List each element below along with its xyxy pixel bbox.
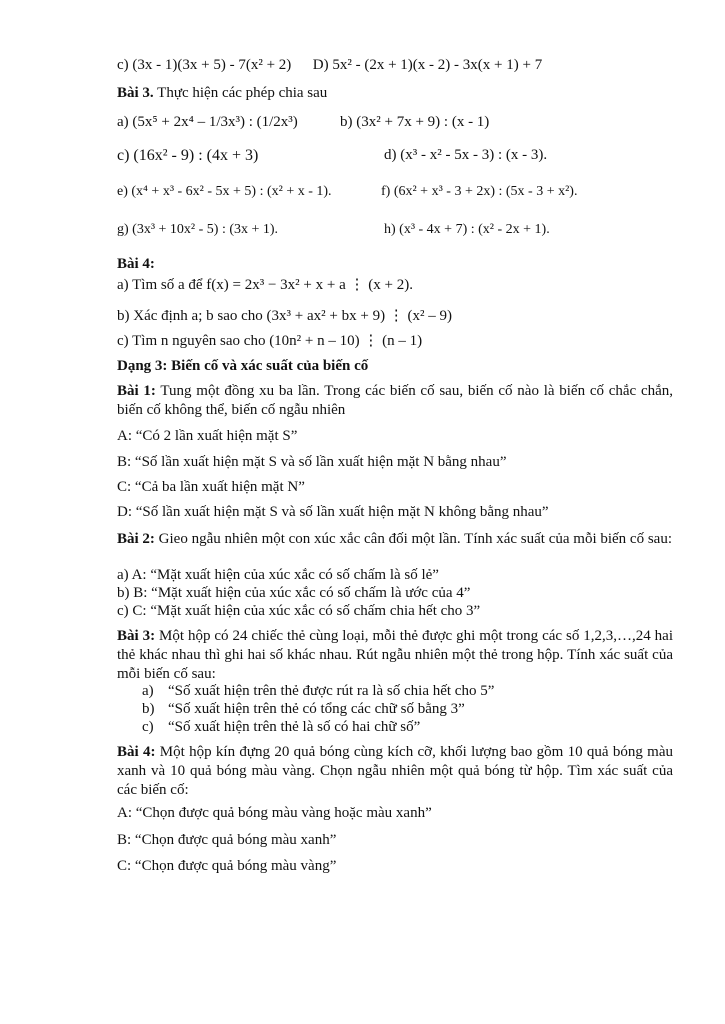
problem-1-text: Tung một đồng xu ba lần. Trong các biến cố sau, biến cố nào là biến cố chắc chắn, biến cố không thể, biến cố ngẫu nhiên xyxy=(117,383,674,418)
problem-4 xyxy=(117,743,673,799)
section-bai3 xyxy=(117,84,327,103)
problem-1-event-a: A: “Có 2 lần xuất hiện mặt S” xyxy=(117,428,298,444)
problem-2-title: Bài 2: xyxy=(117,531,155,547)
problem-3-item-a xyxy=(142,682,494,701)
problem-1-event-c: C: “Cả ba lần xuất hiện mặt N” xyxy=(117,479,305,495)
problem-2 xyxy=(117,530,673,549)
expr-d: D) 5x² - (2x + 1)(x - 2) - 3x(x + 1) + 7 xyxy=(312,57,543,73)
division-a: a) (5x⁵ + 2x⁴ – 1/3x³) : (1/2x³) xyxy=(117,114,298,130)
bai4-title: Bài 4: xyxy=(117,256,155,272)
division-g: g) (3x³ + 10x² - 5) : (3x + 1). xyxy=(117,222,279,237)
division-h: h) (x³ - 4x + 7) : (x² - 2x + 1). xyxy=(384,222,550,237)
problem-4-text: Một hộp kín đựng 20 quả bóng cùng kích cỡ, khối lượng bao gồm 10 quả bóng màu xanh và 10 quả bóng màu vàng. Chọn ngẫu nhiên một quả bóng từ hộp. Tìm xác suất của các biến cố: xyxy=(117,744,673,798)
bai4-b: b) Xác định a; b sao cho (3x³ + ax² + bx + 9) ⋮ (x² – 9) xyxy=(117,308,453,324)
problem-1-event-d: D: “Số lần xuất hiện mặt S và số lần xuất hiện mặt N không bằng nhau” xyxy=(117,504,549,520)
exercise-item-c xyxy=(117,56,542,75)
problem-4-event-a: A: “Chọn được quả bóng màu vàng hoặc màu xanh” xyxy=(117,805,432,821)
problem-3-item-c xyxy=(142,718,420,737)
division-c: c) (16x² - 9) : (4x + 3) xyxy=(117,147,259,164)
problem-2-text: Gieo ngẫu nhiên một con xúc xắc cân đối một lần. Tính xác suất của mỗi biến cố sau: xyxy=(154,531,673,547)
problem-4-title: Bài 4: xyxy=(117,744,156,760)
bai3-text: Thực hiện các phép chia sau xyxy=(153,85,328,101)
problem-3-item-a-text: “Số xuất hiện trên thẻ được rút ra là số chia hết cho 5” xyxy=(168,683,495,699)
division-f: f) (6x² + x³ - 3 + 2x) : (5x - 3 + x²). xyxy=(381,184,578,199)
expr-c: c) (3x - 1)(3x + 5) - 7(x² + 2) xyxy=(117,57,292,73)
problem-3-title: Bài 3: xyxy=(117,628,156,644)
division-e: e) (x⁴ + x³ - 6x² - 5x + 5) : (x² + x - 1). xyxy=(117,184,332,199)
section-title-dang3: Dạng 3: Biến cố và xác suất của biến cố xyxy=(117,358,369,374)
bai4-c: c) Tìm n nguyên sao cho (10n² + n – 10) ⋮ (n – 1) xyxy=(117,333,423,349)
problem-4-event-b: B: “Chọn được quả bóng màu xanh” xyxy=(117,832,337,848)
bai4-a: a) Tìm số a để f(x) = 2x³ − 3x² + x + a ⋮ (x + 2). xyxy=(117,277,413,293)
problem-3 xyxy=(117,627,673,683)
problem-3-item-b-label: b) xyxy=(142,701,155,717)
problem-1 xyxy=(117,382,673,420)
problem-3-item-b xyxy=(142,700,465,719)
problem-4-event-c: C: “Chọn được quả bóng màu vàng” xyxy=(117,858,337,874)
problem-2-item-c: c) C: “Mặt xuất hiện của xúc xắc có số chấm chia hết cho 3” xyxy=(117,603,481,619)
division-d: d) (x³ - x² - 5x - 3) : (x - 3). xyxy=(384,147,548,163)
problem-3-item-c-label: c) xyxy=(142,719,154,735)
problem-1-event-b: B: “Số lần xuất hiện mặt S và số lần xuất hiện mặt N bằng nhau” xyxy=(117,454,507,470)
problem-2-item-a: a) A: “Mặt xuất hiện của xúc xắc có số chấm là số lẻ” xyxy=(117,567,439,583)
problem-2-item-b: b) B: “Mặt xuất hiện của xúc xắc có số chấm là ước của 4” xyxy=(117,585,471,601)
problem-3-item-c-text: “Số xuất hiện trên thẻ là số có hai chữ số” xyxy=(168,719,421,735)
problem-3-item-a-label: a) xyxy=(142,683,154,699)
bai3-title: Bài 3. xyxy=(117,85,154,101)
problem-3-item-b-text: “Số xuất hiện trên thẻ có tổng các chữ số bằng 3” xyxy=(168,701,465,717)
division-b: b) (3x² + 7x + 9) : (x - 1) xyxy=(340,114,490,130)
problem-3-text: Một hộp có 24 chiếc thẻ cùng loại, mỗi thẻ được ghi một trong các số 1,2,3,…,24 hai thẻ khác nhau thì ghi hai số khác nhau. Rút ngẫu nhiên một thẻ trong hộp. Tính xác suất của mỗi biến cố sau: xyxy=(117,628,674,682)
problem-1-title: Bài 1: xyxy=(117,383,156,399)
